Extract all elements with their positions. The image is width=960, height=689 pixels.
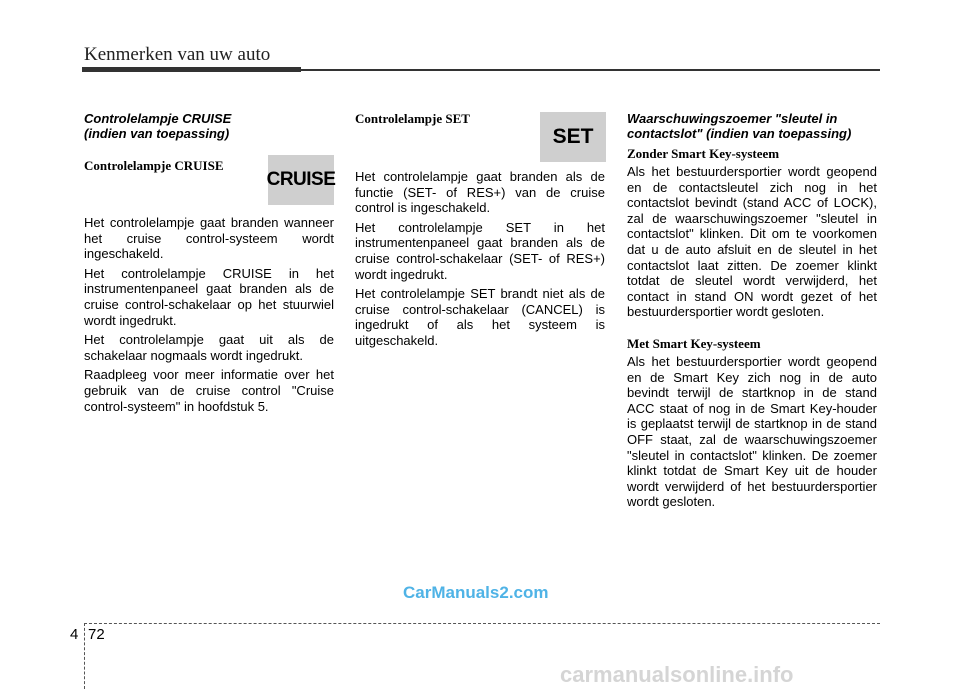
paragraph: Het controlelampje gaat branden als de functie (SET- of RES+) van de cruise control is ingeschakeld. — [355, 169, 605, 216]
heading-line-1: Controlelampje CRUISE — [84, 111, 232, 126]
section-heading — [627, 111, 877, 141]
subheading-without-smart-key: Zonder Smart Key-systeem — [627, 146, 780, 161]
subheading-with-smart-key: Met Smart Key-systeem — [627, 335, 761, 351]
header-rule-thick — [82, 67, 301, 72]
page-number: 72 — [88, 626, 105, 643]
paragraph: Het controlelampje CRUISE in het instrumentenpaneel gaat branden als de cruise control-schakelaar op het stuurwiel wordt ingedrukt. — [84, 265, 334, 328]
header-rule-thin — [301, 69, 880, 71]
paragraph: Raadpleeg voor meer informatie over het gebruik van de cruise control "Cruise control-systeem" in hoofdstuk 5. — [84, 367, 334, 414]
site-watermark: carmanualsonline.info — [560, 662, 794, 687]
page-header-title: Kenmerken van uw auto — [84, 44, 271, 65]
paragraph: Het controlelampje SET in het instrumentenpaneel gaat branden als de cruise control-schakelaar (SET- of RES+) wordt ingedrukt. — [355, 219, 605, 282]
chapter-number: 4 — [70, 626, 79, 643]
paragraph: Het controlelampje SET brandt niet als de cruise control-schakelaar (CANCEL) is ingedrukt of als het systeem is uitgeschakeld. — [355, 286, 605, 348]
footer-divider — [84, 623, 880, 624]
column-key-buzzer — [627, 111, 877, 514]
paragraph: Als het bestuurdersportier wordt geopend en de contactsleutel zich nog in het contactslot bevindt (stand ACC of LOCK), zal de waarschuwingszoemer "sleutel in contactslot" klinken. Dit om te voorkomen dat u de auto afsluit en de sleutel in het contactslot laat zitten. De zoemer klinkt totdat de sleutel wordt verwijderd, het contact in stand ON wordt gezet of het bestuurdersportier wordt gesloten. — [627, 164, 877, 320]
subheading-set: Controlelampje SET — [355, 111, 470, 126]
section-heading — [84, 111, 334, 141]
set-indicator-icon: SET — [540, 112, 606, 162]
paragraph: Het controlelampje gaat uit als de schakelaar nogmaals wordt ingedrukt. — [84, 332, 334, 363]
footer-vertical-divider — [84, 623, 85, 689]
cruise-indicator-icon: CRUISE — [268, 155, 334, 205]
paragraph: Het controlelampje gaat branden wanneer het cruise control-systeem wordt ingeschakeld. — [84, 215, 334, 262]
heading-line-2: contactslot" (indien van toepassing) — [627, 126, 852, 141]
paragraph: Als het bestuurdersportier wordt geopend en de Smart Key zich nog in de auto bevindt terwijl de startknop in de stand ACC staat of nog in de Smart Key-houder is geplaatst terwijl de startknop in de stand OFF staat, zal de waarschuwingszoemer "sleutel in contactslot" klinken. De zoemer klinkt totdat de Smart Key uit de houder wordt verwijderd of het bestuurdersportier wordt gesloten. — [627, 353, 877, 510]
subheading-cruise: Controlelampje CRUISE — [84, 158, 224, 173]
heading-line-1: Waarschuwingszoemer "sleutel in — [627, 111, 838, 126]
heading-line-2: (indien van toepassing) — [84, 126, 230, 141]
watermark-link[interactable]: CarManuals2.com — [403, 583, 549, 602]
